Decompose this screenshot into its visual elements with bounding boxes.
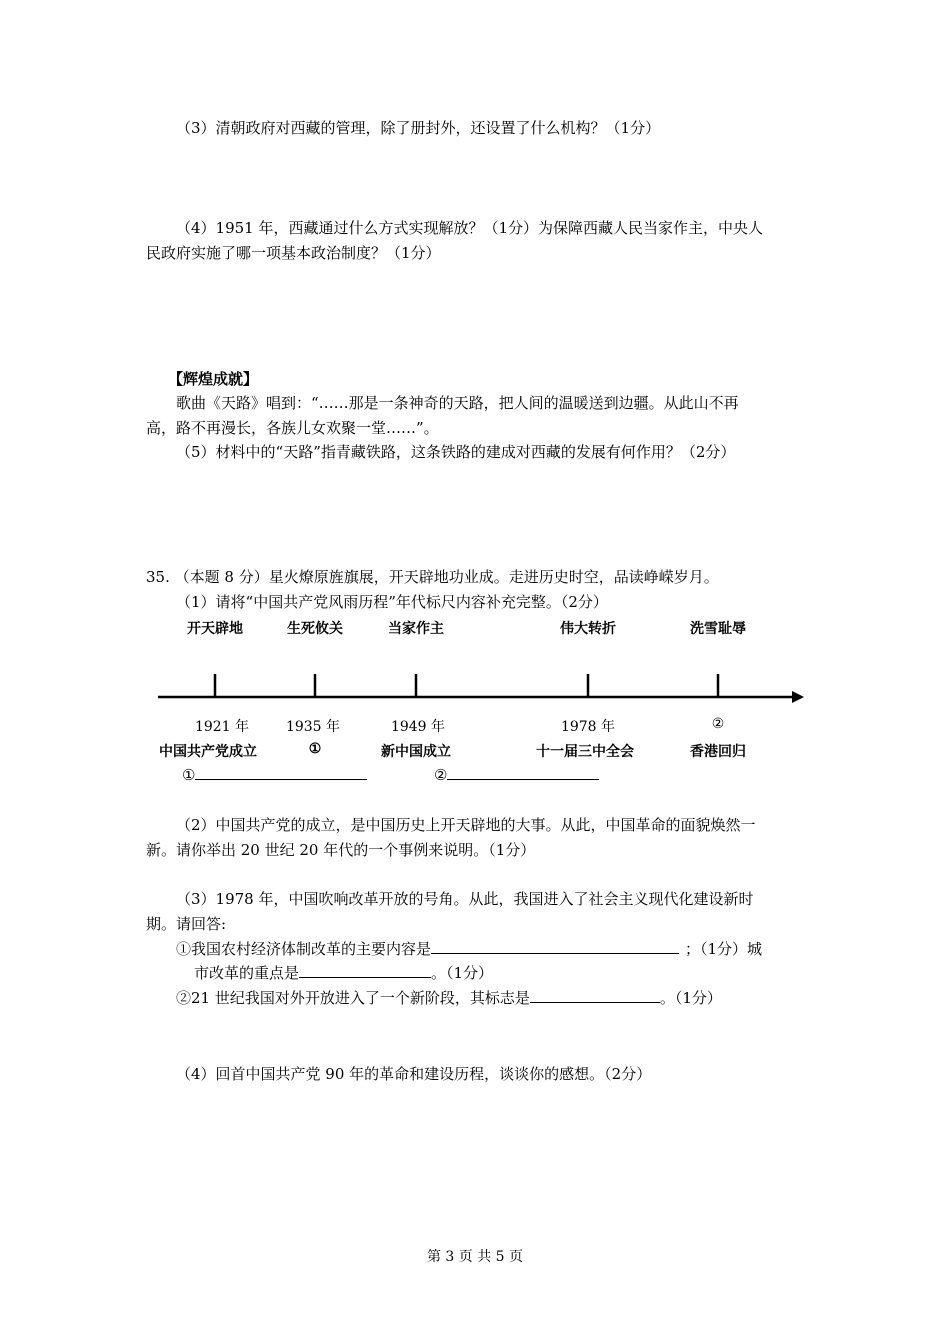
timeline-event-1978: 十一届三中全会 (536, 744, 634, 760)
section-title-achievements: 【辉煌成就】 (168, 370, 259, 388)
timeline-label-1921: 开天辟地 (187, 621, 243, 637)
urban-reform-tail: 。（1分） (431, 964, 494, 982)
q35-part3-line1: （3）1978 年，中国吹响改革开放的号角。从此，我国进入了社会主义现代化建设新时 (176, 890, 754, 908)
timeline-label-1949: 当家作主 (388, 621, 444, 637)
timeline-year-1921: 1921 年 (194, 719, 250, 735)
timeline-year-1978: 1978 年 (560, 719, 616, 735)
answer-blank-2-line[interactable] (447, 765, 599, 780)
opening-up-tail: 。（1分） (659, 989, 722, 1007)
q35-part4: （4）回首中国共产党 90 年的革命和建设历程，谈谈你的感想。（2分） (176, 1065, 652, 1083)
answer-blank-2[interactable] (434, 765, 599, 785)
q34-part4-line2: 民政府实施了哪一项基本政治制度？（1分） (146, 244, 441, 262)
page-footer: 第 3 页 共 5 页 (426, 1249, 524, 1265)
urban-reform-prompt: 市改革的重点是 (194, 964, 300, 982)
q35-part3-line2: 期。请回答: (146, 915, 227, 933)
timeline-event-1949: 新中国成立 (381, 744, 451, 760)
timeline-label-1935: 生死攸关 (287, 621, 343, 637)
timeline-year-1949: 1949 年 (390, 719, 446, 735)
urban-reform-answer-blank[interactable] (299, 963, 431, 978)
answer-blank-1-line[interactable] (195, 765, 367, 780)
q35-part3-rural-reform (176, 939, 762, 959)
song-quote-line1: 歌曲《天路》唱到：“……那是一条神奇的天路，把人间的温暖送到边疆。从此山不再 (176, 394, 739, 412)
rural-reform-answer-blank[interactable] (431, 939, 679, 954)
q35-intro: 35. （本题 8 分）星火燎原旌旗展，开天辟地功业成。走进历史时空，品读峥嵘岁月。 (146, 568, 719, 586)
timeline-label-1978: 伟大转折 (560, 621, 616, 637)
opening-up-prompt: ②21 世纪我国对外开放进入了一个新阶段，其标志是 (176, 989, 530, 1007)
q34-part3: （3）清朝政府对西藏的管理，除了册封外，还设置了什么机构？（1分） (176, 119, 661, 137)
q34-part5: （5）材料中的“天路”指青藏铁路，这条铁路的建成对西藏的发展有何作用？（2分） (176, 443, 736, 461)
answer-blank-2-mark: ② (434, 766, 448, 784)
timeline-arrow-icon (792, 691, 804, 703)
timeline-year-1935: 1935 年 (285, 719, 341, 735)
q35-part1: （1）请将“中国共产党风雨历程”年代标尺内容补充完整。（2分） (176, 593, 608, 611)
timeline-event-1935: ① (308, 741, 322, 757)
opening-up-answer-blank[interactable] (530, 988, 660, 1003)
timeline-label-1997: 洗雪耻辱 (690, 621, 746, 637)
rural-reform-prompt: ①我国农村经济体制改革的主要内容是 (176, 940, 432, 958)
song-quote-line2: 高，路不再漫长，各族儿女欢聚一堂……”。 (146, 419, 439, 437)
answer-blank-1-mark: ① (182, 766, 196, 784)
timeline-event-1997: 香港回归 (690, 744, 746, 760)
q35-part2-line1: （2）中国共产党的成立，是中国历史上开天辟地的大事。从此，中国革命的面貌焕然一 (176, 816, 756, 834)
q35-part2-line2: 新。请你举出 20 世纪 20 年代的一个事例来说明。（1分） (146, 841, 536, 859)
timeline-year-blank2: ② (711, 716, 725, 732)
q35-part3-urban-reform (194, 963, 493, 983)
q35-part3-opening-up (176, 988, 722, 1008)
answer-blank-1[interactable] (182, 765, 367, 785)
timeline-event-1921: 中国共产党成立 (159, 744, 257, 760)
rural-reform-tail: ；（1分）城 (685, 940, 763, 958)
q34-part4-line1: （4）1951 年，西藏通过什么方式实现解放？（1分）为保障西藏人民当家作主，中央人 (176, 219, 764, 237)
